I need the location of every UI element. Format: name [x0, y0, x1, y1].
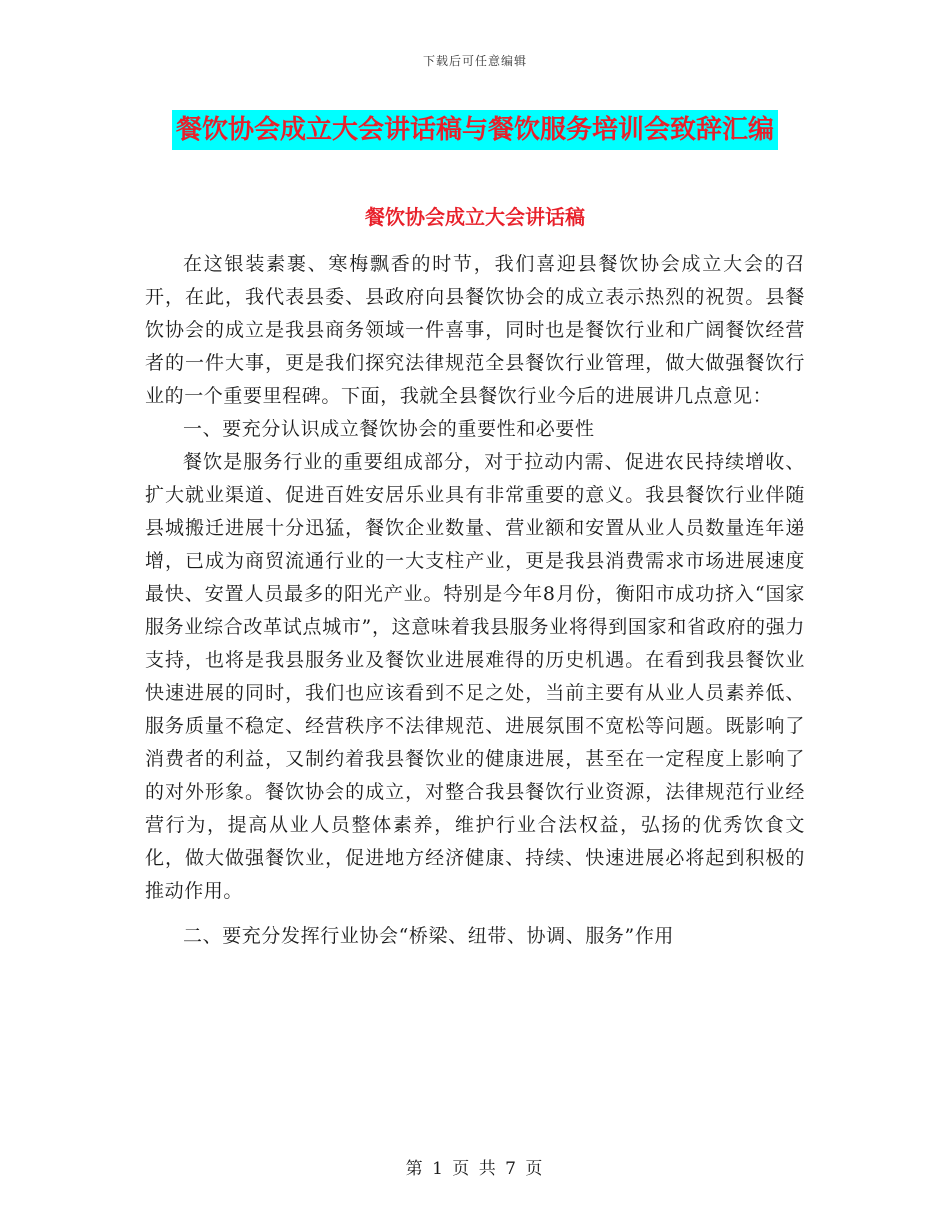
section-title: 餐饮协会成立大会讲话稿	[365, 205, 585, 229]
document-body	[145, 248, 805, 953]
page-footer-number: 第 1 页 共 7 页	[405, 1159, 545, 1179]
paragraph-intro: 在这银装素裹、寒梅飘香的时节，我们喜迎县餐饮协会成立大会的召开，在此，我代表县委、县政府向县餐饮协会的成立表示热烈的祝贺。县餐饮协会的成立是我县商务领域一件喜事，同时也是餐饮行业和广阔餐饮经营者的一件大事，更是我们探究法律规范全县餐饮行业管理，做大做强餐饮行业的一个重要里程碑。下面，我就全县餐饮行业今后的进展讲几点意见：	[145, 253, 805, 407]
page-header-note: 下载后可任意编辑	[422, 54, 527, 68]
paragraph-body-1: 餐饮是服务行业的重要组成部分，对于拉动内需、促进农民持续增收、扩大就业渠道、促进百姓安居乐业具有非常重要的意义。我县餐饮行业伴随县城搬迁进展十分迅猛，餐饮企业数量、营业额和安置从业人员数量连年递增，已成为商贸流通行业的一大支柱产业，更是我县消费需求市场进展速度最快、安置人员最多的阳光产业。特别是今年8月份，衡阳市成功挤入“国家服务业综合改革试点城市”，这意味着我县服务业将得到国家和省政府的强力支持，也将是我县服务业及餐饮业进展难得的历史机遇。在看到我县餐饮业快速进展的同时，我们也应该看到不足之处，当前主要有从业人员素养低、服务质量不稳定、经营秩序不法律规范、进展氛围不宽松等问题。既影响了消费者的利益，又制约着我县餐饮业的健康进展，甚至在一定程度上影响了的对外形象。餐饮协会的成立，对整合我县餐饮行业资源，法律规范行业经营行为，提高从业人员整体素养，维护行业合法权益，弘扬的优秀饮食文化，做大做强餐饮业，促进地方经济健康、持续、快速进展必将起到积极的推动作用。	[145, 451, 805, 902]
paragraph-heading-2: 二、要充分发挥行业协会“桥梁、纽带、协调、服务”作用	[183, 925, 675, 947]
document-title-container	[0, 110, 950, 150]
paragraph-heading-1: 一、要充分认识成立餐饮协会的重要性和必要性	[183, 418, 595, 440]
document-title: 餐饮协会成立大会讲话稿与餐饮服务培训会致辞汇编	[172, 110, 778, 150]
